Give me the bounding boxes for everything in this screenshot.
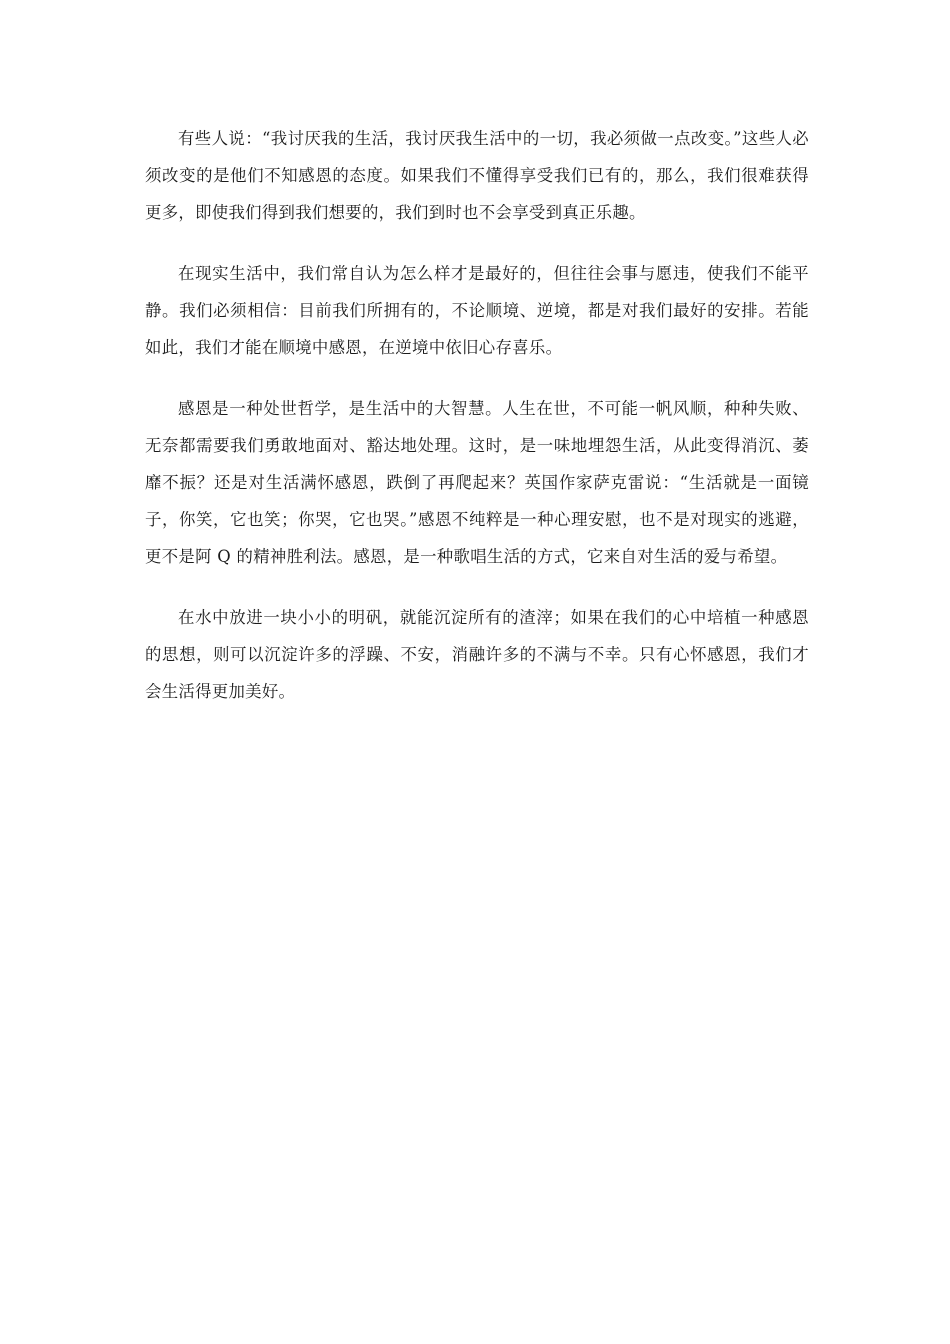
paragraph-3: 感恩是一种处世哲学，是生活中的大智慧。人生在世，不可能一帆风顺，种种失败、无奈都需要我们勇敢地面对、豁达地处理。这时，是一味地埋怨生活，从此变得消沉、萎靡不振？还是对生活满怀感恩，跌倒了再爬起来？英国作家萨克雷说：“生活就是一面镜子，你笑，它也笑；你哭，它也哭。”感恩不纯粹是一种心理安慰，也不是对现实的逃避，更不是阿 Q 的精神胜利法。感恩，是一种歌唱生活的方式，它来自对生活的爱与希望。 [145, 399, 809, 566]
paragraph-4: 在水中放进一块小小的明矾，就能沉淀所有的渣滓；如果在我们的心中培植一种感恩的思想，则可以沉淀许多的浮躁、不安，消融许多的不满与不幸。只有心怀感恩，我们才会生活得更加美好。 [145, 608, 809, 701]
paragraph-1: 有些人说：“我讨厌我的生活，我讨厌我生活中的一切，我必须做一点改变。”这些人必须改变的是他们不知感恩的态度。如果我们不懂得享受我们已有的，那么，我们很难获得更多，即使我们得到我们想要的，我们到时也不会享受到真正乐趣。 [145, 129, 809, 222]
paragraph-2: 在现实生活中，我们常自认为怎么样才是最好的，但往往会事与愿违，使我们不能平静。我们必须相信：目前我们所拥有的，不论顺境、逆境，都是对我们最好的安排。若能如此，我们才能在顺境中感恩，在逆境中依旧心存喜乐。 [145, 264, 809, 357]
document-body [145, 120, 809, 734]
